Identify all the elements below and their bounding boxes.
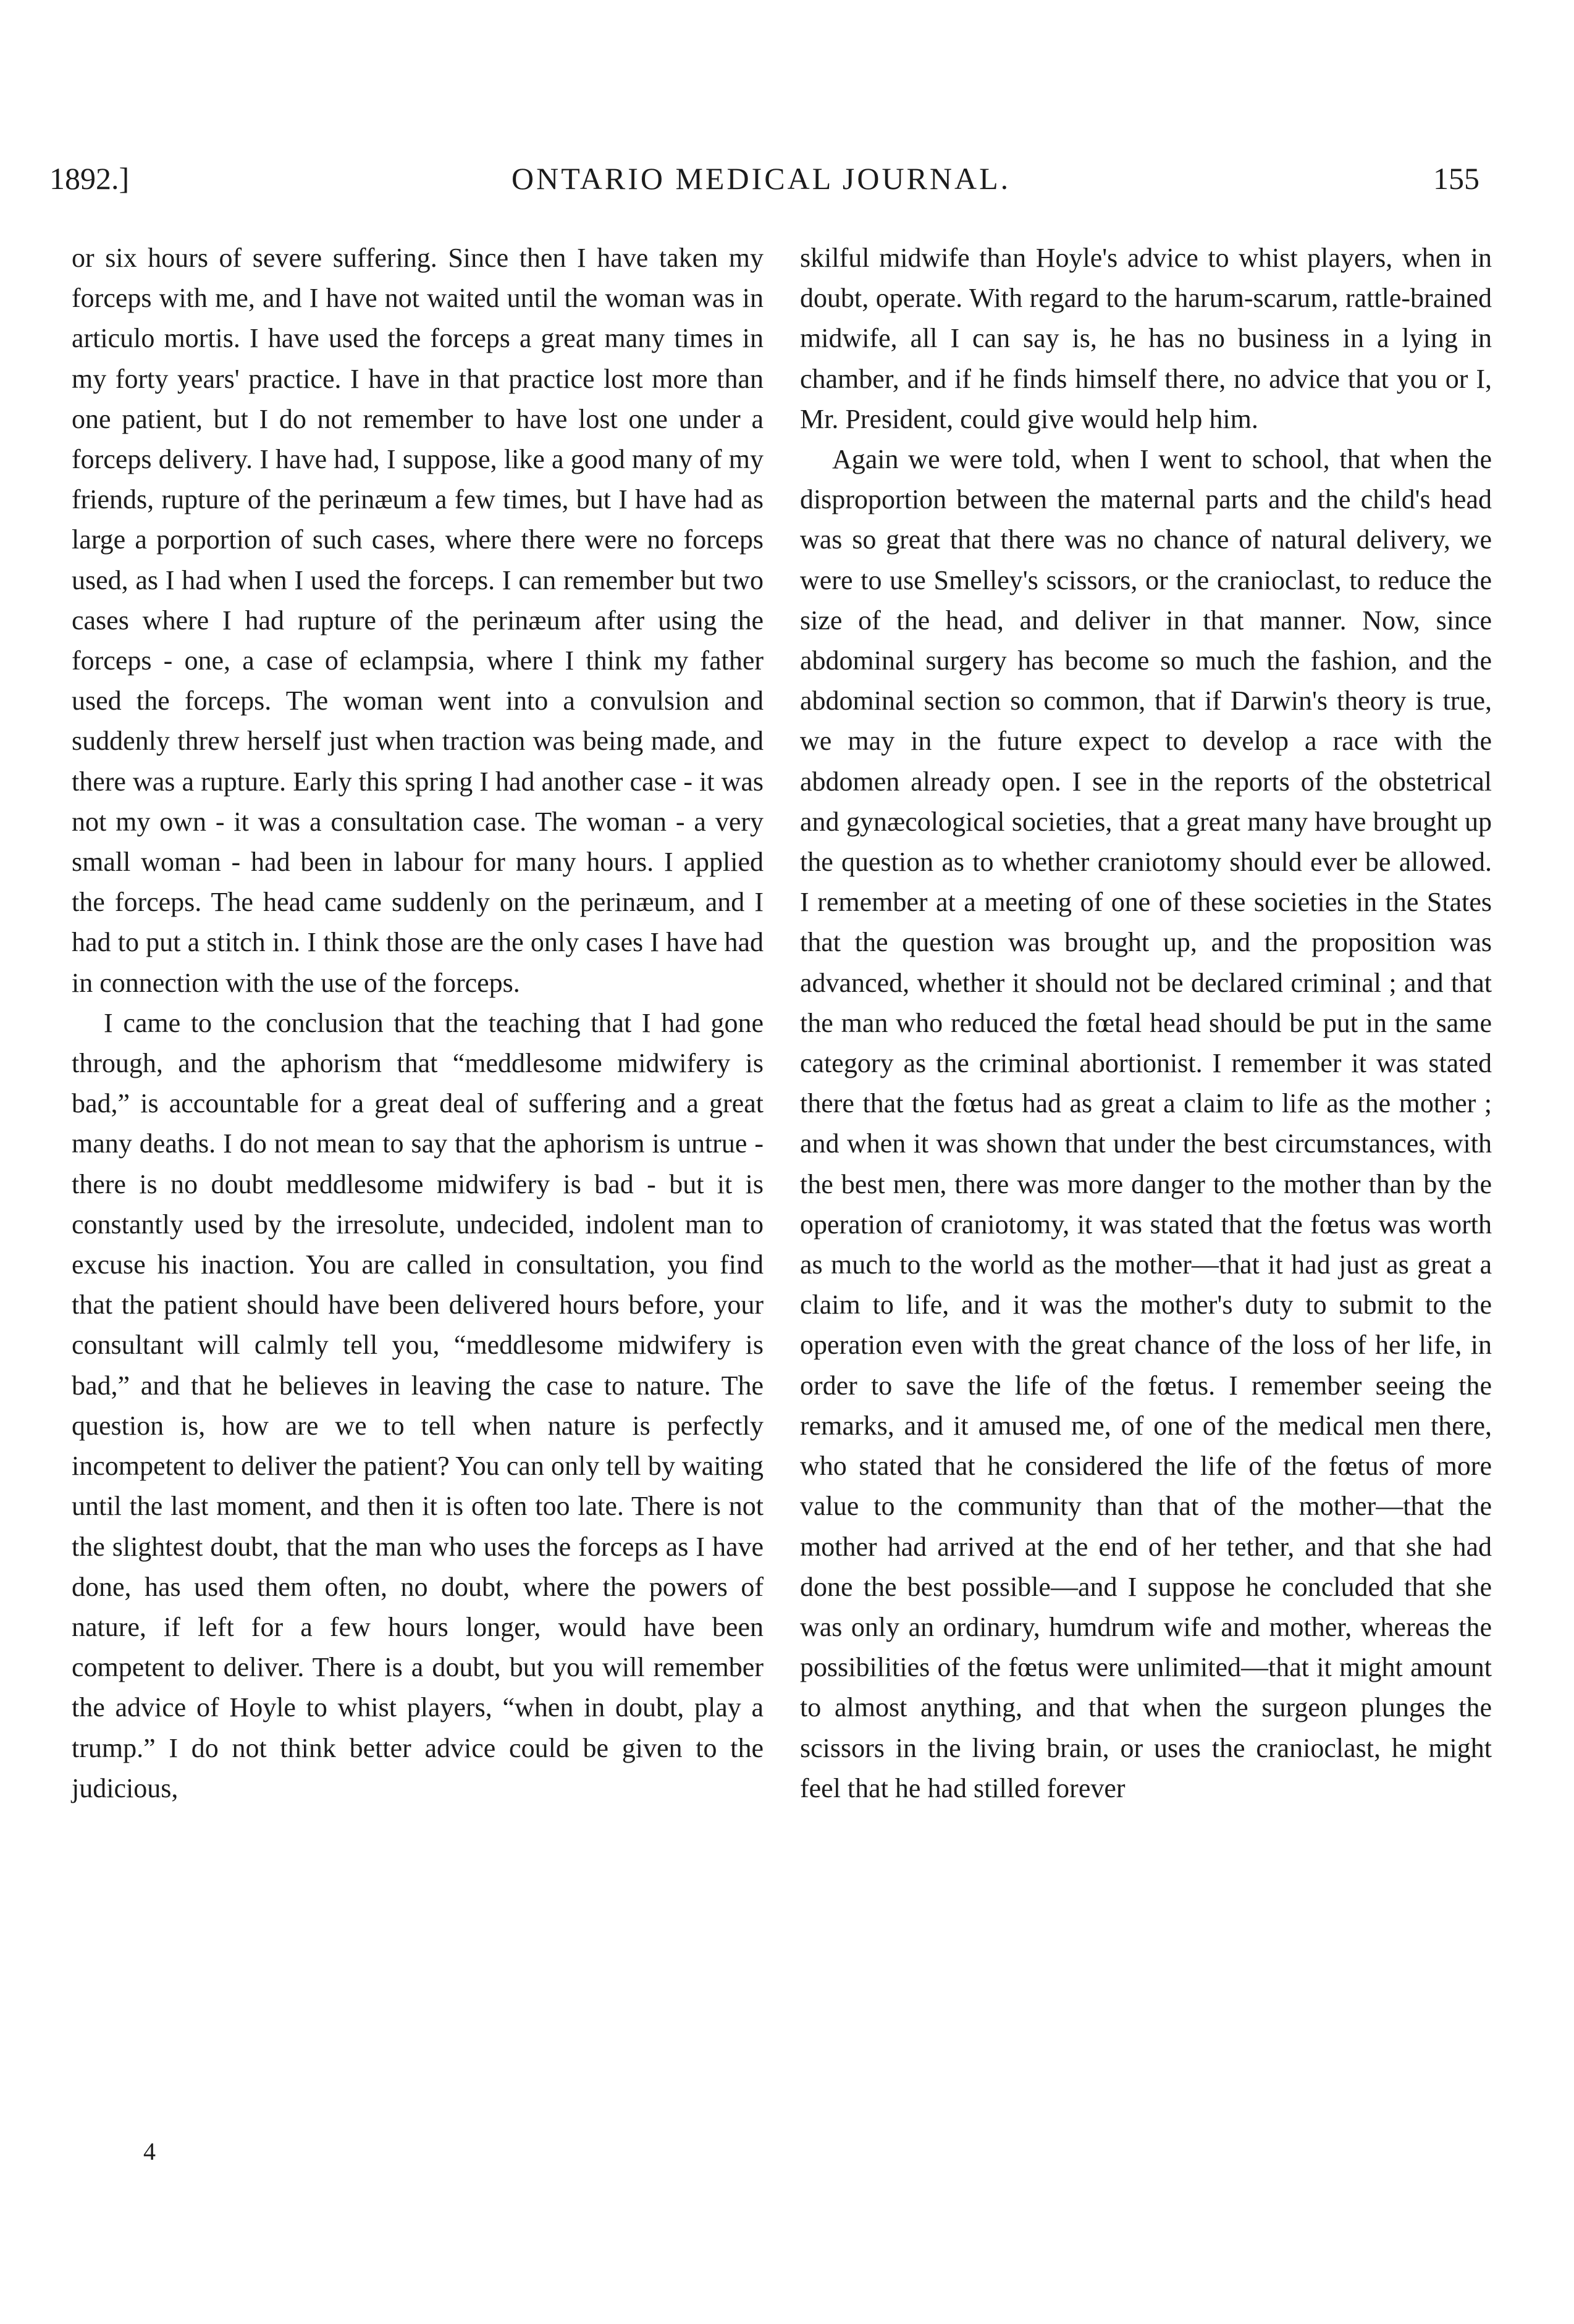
running-header <box>0 161 1574 210</box>
left-column <box>72 238 764 1808</box>
page-number: 155 <box>1433 161 1479 196</box>
header-year: 1892.] <box>49 161 130 196</box>
left-paragraph-2: I came to the conclusion that the teaching that I had gone through, and the aphorism that “meddlesome midwifery is bad,” is accountable for a great deal of suffering and a great many deaths. I do not mean to say that the aphorism is untrue - there is no doubt meddlesome midwifery is bad - but it is constantly used by the irresolute, undecided, indolent man to excuse his inaction. You are called in consultation, you find that the patient should have been delivered hours before, your consultant will calmly tell you, “meddlesome midwifery is bad,” and that he believes in leaving the case to nature. The question is, how are we to tell when nature is perfectly incompetent to deliver the patient? You can only tell by waiting until the last moment, and then it is often too late. There is not the slightest doubt, that the man who uses the forceps as I have done, has used them often, no doubt, where the powers of nature, if left for a few hours longer, would have been competent to deliver. There is a doubt, but you will remember the advice of Hoyle to whist players, “when in doubt, play a trump.” I do not think better advice could be given to the judicious, <box>72 1007 764 1803</box>
left-paragraph-1: or six hours of severe suffering. Since then I have taken my forceps with me, and I have not waited until the woman was in articulo mortis. I have used the forceps a great many times in my forty years' practice. I have in that practice lost more than one patient, but I do not remember to have lost one under a forceps delivery. I have had, I suppose, like a good many of my friends, rupture of the perinæum a few times, but I have had as large a porportion of such cases, where there were no forceps used, as I had when I used the forceps. I can remember but two cases where I had rupture of the perinæum after using the forceps - one, a case of eclampsia, where I think my father used the forceps. The woman went into a convulsion and suddenly threw herself just when traction was being made, and there was a rupture. Early this spring I had another case - it was not my own - it was a consultation case. The woman - a very small woman - had been in labour for many hours. I applied the forceps. The head came suddenly on the perinæum, and I had to put a stitch in. I think those are the only cases I have had in connection with the use of the forceps. <box>72 243 764 998</box>
journal-title: ONTARIO MEDICAL JOURNAL. <box>511 161 1011 196</box>
right-paragraph-2: Again we were told, when I went to school, that when the disproportion between the maternal parts and the child's head was so great that there was no chance of natural delivery, we were to use Smelley's scissors, or the cranioclast, to reduce the size of the head, and deliver in that manner. Now, since abdominal surgery has become so much the fashion, and the abdominal section so common, that if Darwin's theory is true, we may in the future expect to develop a race with the abdomen already open. I see in the reports of the obstetrical and gynæcological societies, that a great many have brought up the question as to whether craniotomy should ever be allowed. I remember at a meeting of one of these societies in the States that the question was brought up, and the proposition was advanced, whether it should not be declared criminal ; and that the man who reduced the fœtal head should be put in the same category as the criminal abortionist. I remember it was stated there that the fœtus had as great a claim to life as the mother ; and when it was shown that under the best circumstances, with the best men, there was more danger to the mother than by the operation of craniotomy, it was stated that the fœtus was worth as much to the world as the mother—that it had just as great a claim to life, and it was the mother's duty to submit to the operation even with the great chance of the loss of her life, in order to save the life of the fœtus. I remember seeing the remarks, and it amused me, of one of the medical men there, who stated that he considered the life of the fœtus of more value to the community than that of the mother—that the mother had arrived at the end of her tether, and that she had done the best possible—and I suppose he concluded that she was only an ordinary, humdrum wife and mother, whereas the possibilities of the fœtus were unlimited—that it might amount to almost anything, and that when the surgeon plunges the scissors in the living brain, or uses the cranioclast, he might feel that he had stilled forever <box>800 444 1492 1803</box>
right-paragraph-1: skilful midwife than Hoyle's advice to whist players, when in doubt, operate. With regard to the harum-scarum, rattle-brained midwife, all I can say is, he has no business in a lying in chamber, and if he finds himself there, no advice that you or I, Mr. President, could give would help him. <box>800 243 1492 434</box>
signature-mark: 4 <box>143 2137 156 2165</box>
right-column <box>800 238 1492 1808</box>
